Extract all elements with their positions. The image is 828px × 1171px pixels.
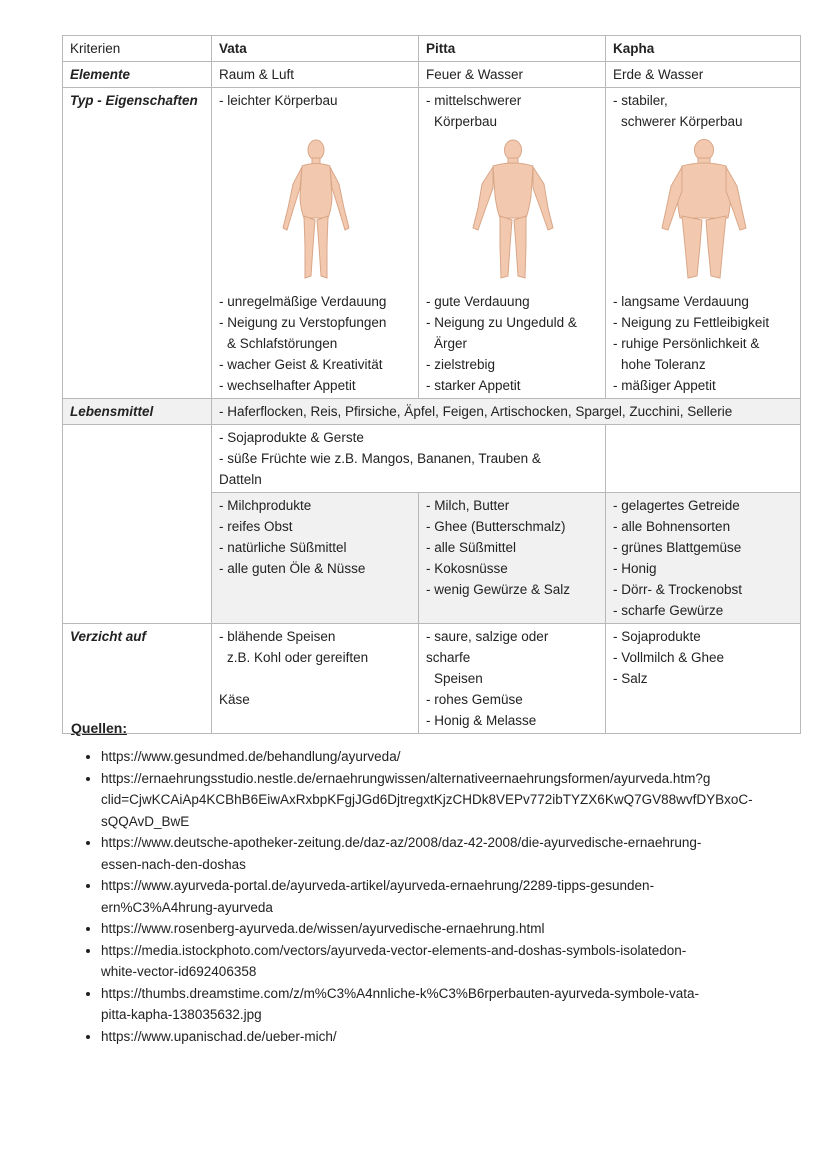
pitta-body-illustration: [426, 136, 599, 283]
kapha-body-icon: [654, 136, 754, 283]
vata-body-illustration: [219, 136, 412, 283]
food-row-all: [63, 399, 801, 425]
sources-section: [71, 720, 791, 1047]
food-label: Lebensmittel: [63, 399, 212, 425]
elements-vata: Raum & Luft: [212, 62, 419, 88]
source-item[interactable]: • https://www.ayurveda-portal.de/ayurveda-artikel/ayurveda-ernaehrung/2289-tipps-gesunden- ern%C3%A4hrung-ayurveda: [101, 875, 791, 918]
elements-kapha: Erde & Wasser: [606, 62, 801, 88]
avoid-vata: - blähende Speisen z.B. Kohl oder gereiften Käse: [212, 624, 419, 734]
pitta-body-icon: [465, 136, 561, 283]
header-kapha: Kapha: [606, 36, 801, 62]
source-item[interactable]: • https://www.upanischad.de/ueber-mich/: [101, 1026, 791, 1048]
sources-list: [71, 746, 791, 1047]
dosha-table: [62, 35, 801, 734]
avoid-label: Verzicht auf: [63, 624, 212, 734]
header-pitta: Pitta: [419, 36, 606, 62]
type-row: [63, 88, 801, 399]
sources-title: Quellen:: [71, 720, 128, 736]
food-pitta: - Milch, Butter - Ghee (Butterschmalz) - alle Süßmittel - Kokosnüsse - wenig Gewürze & Salz: [419, 493, 606, 624]
type-vata: - leichter Körperbau - unregelmäßige Verdauung - Neigung zu Verstopfungen & Schlafstörungen - wacher Geist & Kreativität - wechselhafter Appetit: [212, 88, 419, 399]
source-item[interactable]: • https://thumbs.dreamstime.com/z/m%C3%A4nnliche-k%C3%B6rperbauten-ayurveda-symbole-vata- pitta-kapha-138035632.jpg: [101, 983, 791, 1026]
type-vata-top-0: - leichter Körperbau: [219, 93, 338, 108]
type-kapha: - stabiler, schwerer Körperbau - langsame Verdauung - Neigung zu Fettleibigkeit - ruhige Persönlichkeit & hohe Toleranz - mäßiger Appetit: [606, 88, 801, 399]
food-kapha: - gelagertes Getreide - alle Bohnensorten - grünes Blattgemüse - Honig - Dörr- & Trockenobst - scharfe Gewürze: [606, 493, 801, 624]
source-item[interactable]: • https://ernaehrungsstudio.nestle.de/ernaehrungwissen/alternativeernaehrungsformen/ayurveda.htm?g clid=CjwKCAiAp4KCBhB6EiwAxRxbpKFgjJGd6DjtregxtKjzCHDk8VEPv772ibTYZX6KwQ7GV88wvfDYBxoC- sQQAvD_BwE: [101, 768, 791, 833]
food-vata: - Milchprodukte - reifes Obst - natürliche Süßmittel - alle guten Öle & Nüsse: [212, 493, 419, 624]
source-item[interactable]: • https://www.rosenberg-ayurveda.de/wissen/ayurvedische-ernaehrung.html: [101, 918, 791, 940]
header-row: [63, 36, 801, 62]
elements-row: [63, 62, 801, 88]
type-pitta: - mittelschwerer Körperbau - gute Verdauung - Neigung zu Ungeduld & Ärger - zielstrebig - starker Appetit: [419, 88, 606, 399]
source-item[interactable]: • https://www.gesundmed.de/behandlung/ayurveda/: [101, 746, 791, 768]
type-label: Typ - Eigenschaften: [63, 88, 212, 399]
elements-label: Elemente: [63, 62, 212, 88]
vata-body-icon: [273, 136, 359, 283]
elements-pitta: Feuer & Wasser: [419, 62, 606, 88]
food-vata-pitta: - Sojaprodukte & Gerste - süße Früchte wie z.B. Mangos, Bananen, Trauben & Datteln: [212, 425, 606, 493]
source-item[interactable]: • https://www.deutsche-apotheker-zeitung.de/daz-az/2008/daz-42-2008/die-ayurvedische-ernaehrung- essen-nach-den-doshas: [101, 832, 791, 875]
food-kapha-blank: [606, 425, 801, 493]
food-blank: [63, 425, 212, 624]
source-item[interactable]: • https://media.istockphoto.com/vectors/ayurveda-vector-elements-and-doshas-symbols-isolatedon- white-vector-id692406358: [101, 940, 791, 983]
header-vata: Vata: [212, 36, 419, 62]
header-criteria: Kriterien: [63, 36, 212, 62]
avoid-pitta: - saure, salzige oder scharfe Speisen - rohes Gemüse - Honig & Melasse: [419, 624, 606, 734]
kapha-body-illustration: [613, 136, 794, 283]
avoid-kapha: - Sojaprodukte - Vollmilch & Ghee - Salz: [606, 624, 801, 734]
avoid-row: [63, 624, 801, 734]
food-all: - Haferflocken, Reis, Pfirsiche, Äpfel, Feigen, Artischocken, Spargel, Zucchini, Sellerie: [212, 399, 801, 425]
food-row-vata-pitta: [63, 425, 801, 493]
